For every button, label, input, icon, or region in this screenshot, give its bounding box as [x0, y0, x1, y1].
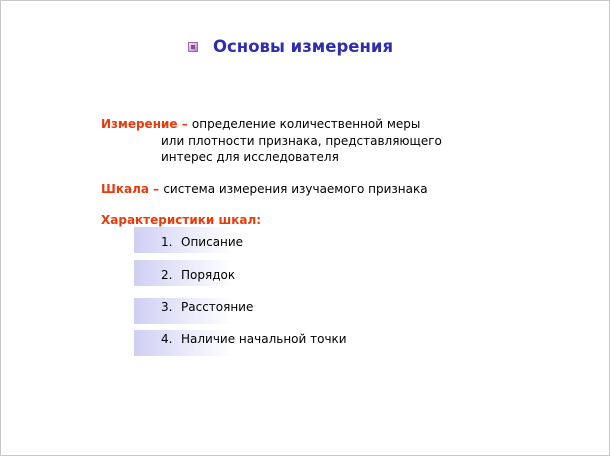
measurement-definition-line-3: интерес для исследователя: [161, 150, 339, 164]
list-item-label: Наличие начальной точки: [181, 332, 347, 346]
slide-title: Основы измерения: [213, 37, 394, 56]
list-item-number: 3.: [161, 300, 173, 314]
scale-definition-text: система измерения изучаемого признака: [163, 182, 428, 196]
list-item: [161, 267, 235, 283]
measurement-definition: [101, 116, 442, 166]
characteristics-heading: Характеристики шкал:: [101, 213, 262, 227]
scale-definition: [101, 181, 428, 198]
list-item: [161, 331, 347, 347]
square-bullet-icon: [188, 42, 198, 52]
measurement-term: Измерение –: [101, 117, 192, 131]
scale-term: Шкала –: [101, 182, 164, 196]
list-item-number: 1.: [161, 235, 173, 249]
title-row: [188, 37, 393, 56]
list-item-number: 4.: [161, 332, 173, 346]
list-item-number: 2.: [161, 268, 173, 282]
list-item-label: Порядок: [181, 268, 236, 282]
measurement-definition-line-2: или плотности признака, представляющего: [161, 133, 442, 148]
list-item-label: Расстояние: [181, 300, 254, 314]
list-item: [161, 299, 253, 315]
measurement-definition-line-1: определение количественной меры: [191, 117, 421, 131]
list-item: [161, 234, 243, 250]
list-item-label: Описание: [181, 235, 244, 249]
